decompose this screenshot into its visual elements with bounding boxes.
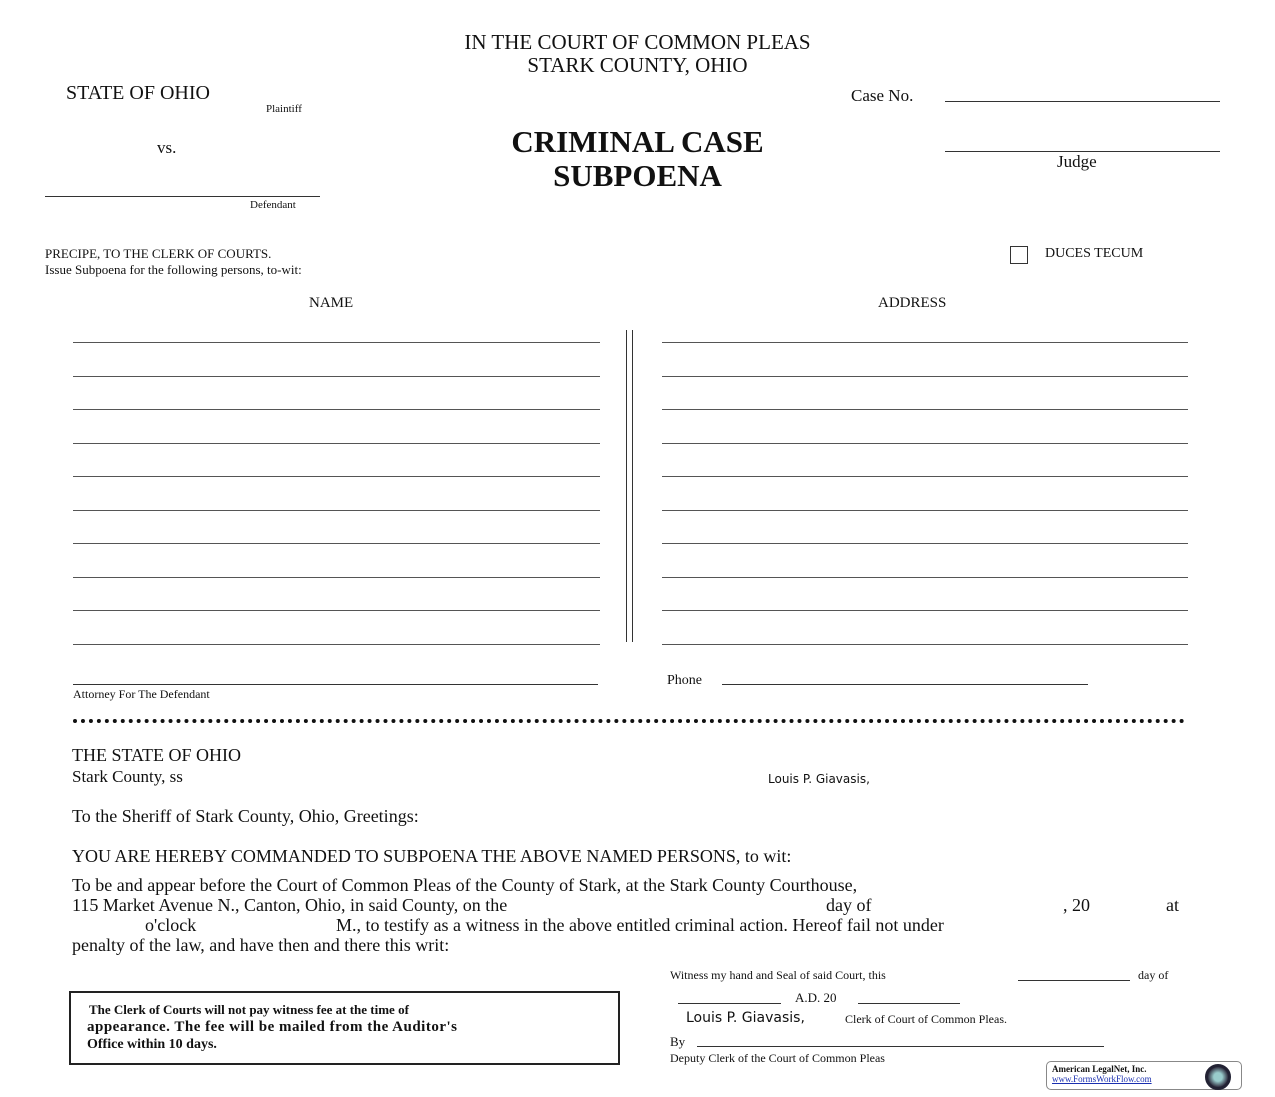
name-field[interactable] — [73, 610, 600, 611]
logo-url[interactable]: www.FormsWorkFlow.com — [1052, 1074, 1152, 1084]
cut-line — [73, 719, 1185, 723]
notice-line-3: Office within 10 days. — [87, 1037, 217, 1052]
witness-line: Witness my hand and Seal of said Court, this — [670, 968, 886, 982]
name-field[interactable] — [73, 510, 600, 511]
phone-field[interactable] — [722, 684, 1088, 685]
writ-day-of: day of — [826, 895, 872, 915]
defendant-label: Defendant — [250, 199, 296, 211]
writ-clerk: Louis P. Giavasis, — [768, 772, 870, 786]
judge-label: Judge — [1057, 152, 1097, 171]
attorney-label: Attorney For The Defendant — [73, 687, 210, 701]
duces-tecum-label: DUCES TECUM — [1045, 246, 1144, 261]
deputy-label: Deputy Clerk of the Court of Common Pleas — [670, 1051, 885, 1065]
witness-clerk-title: Clerk of Court of Common Pleas. — [845, 1012, 1007, 1026]
writ-para-1: To be and appear before the Court of Common Pleas of the County of Stark, at the Stark County Courthouse, — [72, 875, 858, 895]
address-field[interactable] — [662, 577, 1188, 578]
name-field[interactable] — [73, 376, 600, 377]
address-field[interactable] — [662, 342, 1188, 343]
globe-icon — [1205, 1064, 1231, 1090]
greeting: To the Sheriff of Stark County, Ohio, Greetings: — [72, 806, 419, 826]
address-column-header: ADDRESS — [878, 295, 947, 311]
address-field[interactable] — [662, 409, 1188, 410]
writ-para-4: penalty of the law, and have then and there this writ: — [72, 935, 450, 955]
name-field[interactable] — [73, 644, 600, 645]
deputy-signature-field[interactable] — [697, 1046, 1104, 1047]
vs-label: vs. — [157, 138, 177, 157]
witness-year-field[interactable] — [858, 1003, 960, 1004]
case-no-field[interactable] — [945, 101, 1220, 102]
precipe-instruction: Issue Subpoena for the following persons, to-wit: — [45, 262, 302, 277]
case-no-label: Case No. — [851, 86, 914, 105]
name-field[interactable] — [73, 443, 600, 444]
writ-state: THE STATE OF OHIO — [72, 745, 242, 765]
title-line1: CRIMINAL CASE — [511, 124, 764, 159]
name-column-header: NAME — [309, 295, 354, 311]
address-field[interactable] — [662, 376, 1188, 377]
name-field[interactable] — [73, 543, 600, 544]
logo-company: American LegalNet, Inc. — [1052, 1064, 1147, 1074]
defendant-line[interactable] — [45, 196, 320, 197]
name-field[interactable] — [73, 577, 600, 578]
address-field[interactable] — [662, 510, 1188, 511]
address-field[interactable] — [662, 476, 1188, 477]
witness-clerk-name: Louis P. Giavasis, — [686, 1010, 805, 1026]
publisher-logo — [1046, 1061, 1242, 1090]
witness-ad: A.D. 20 — [795, 990, 837, 1005]
plaintiff-name: STATE OF OHIO — [66, 82, 210, 104]
name-field[interactable] — [73, 409, 600, 410]
notice-line-1: The Clerk of Courts will not pay witness fee at the time of — [89, 1002, 409, 1017]
writ-at: at — [1166, 895, 1179, 915]
writ-para-3: M., to testify as a witness in the above entitled criminal action. Hereof fail not under — [336, 915, 944, 935]
precipe-heading: PRECIPE, TO THE CLERK OF COURTS. — [45, 246, 272, 261]
court-name: IN THE COURT OF COMMON PLEAS — [464, 30, 811, 54]
witness-day-field[interactable] — [1018, 980, 1130, 981]
command: YOU ARE HEREBY COMMANDED TO SUBPOENA THE ABOVE NAMED PERSONS, to wit: — [72, 846, 792, 866]
fee-notice-box — [69, 991, 620, 1065]
plaintiff-label: Plaintiff — [266, 103, 302, 115]
address-field[interactable] — [662, 443, 1188, 444]
address-field[interactable] — [662, 543, 1188, 544]
writ-oclock: o'clock — [145, 915, 197, 935]
witness-day-of: day of — [1138, 968, 1169, 982]
writ-para-2: 115 Market Avenue N., Canton, Ohio, in said County, on the — [72, 895, 508, 915]
duces-tecum-checkbox[interactable] — [1010, 246, 1028, 264]
phone-label: Phone — [667, 673, 702, 688]
county-name: STARK COUNTY, OHIO — [527, 53, 748, 77]
writ-year: , 20 — [1063, 895, 1090, 915]
column-divider — [626, 330, 633, 642]
address-field[interactable] — [662, 644, 1188, 645]
attorney-field[interactable] — [73, 684, 598, 685]
name-field[interactable] — [73, 476, 600, 477]
by-label: By — [670, 1034, 686, 1049]
name-field[interactable] — [73, 342, 600, 343]
notice-line-2: appearance. The fee will be mailed from the Auditor's — [87, 1019, 458, 1035]
address-field[interactable] — [662, 610, 1188, 611]
writ-county: Stark County, ss — [72, 767, 183, 786]
witness-month-field[interactable] — [678, 1003, 781, 1004]
title-line2: SUBPOENA — [553, 158, 722, 193]
